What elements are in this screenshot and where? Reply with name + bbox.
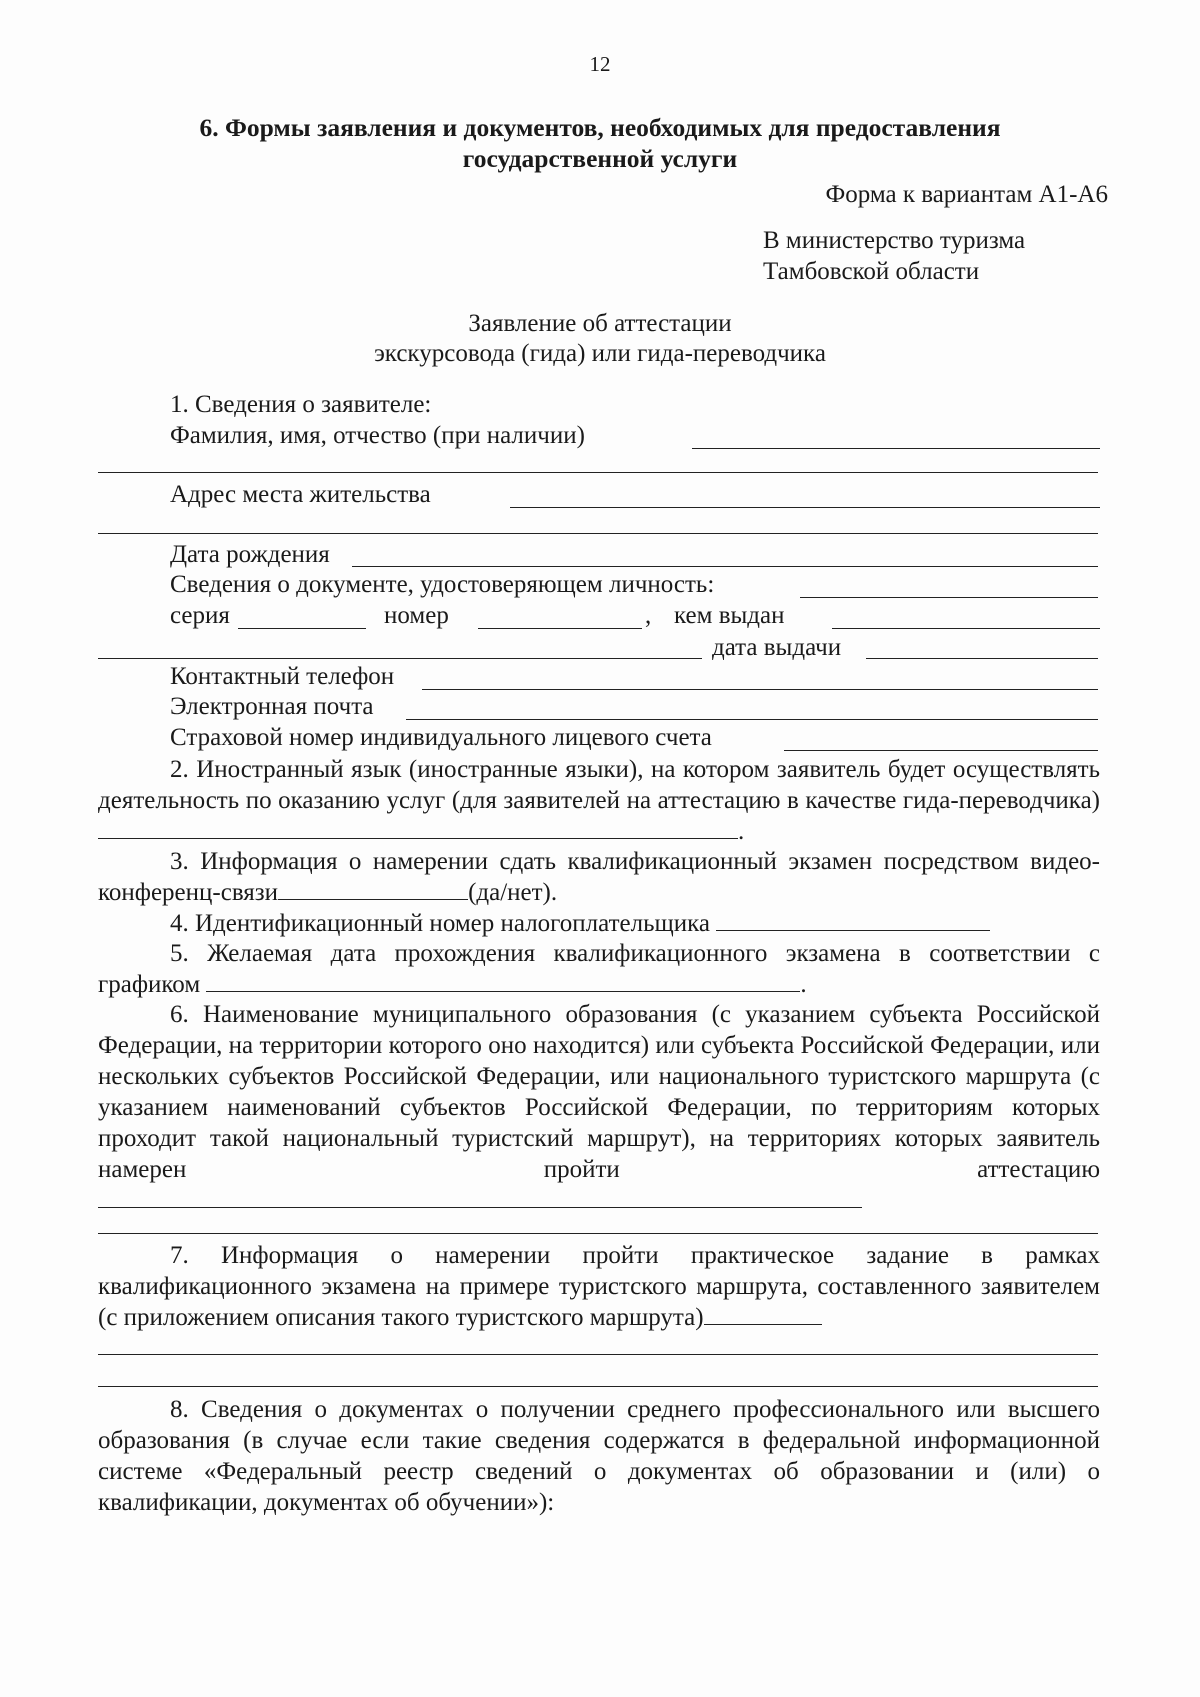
id-document-label: Сведения о документе, удостоверяющем личность: <box>170 571 715 598</box>
item-4-field[interactable] <box>716 910 990 931</box>
issue-date-field[interactable] <box>866 658 1098 659</box>
issued-by-label: кем выдан <box>674 602 785 629</box>
item-6-text: 6. Наименование муниципального образования (с указанием субъекта Российской Федерации, на территории которого оно находится) или субъекта Российской Федерации, или нескольких субъектов Российской Федерации, или национального туристского маршрута (с указанием наименований субъектов Российской Федерации, по территориям которых проходит такой национальный туристский маршрут), на территориях которых заявитель намерен пройти аттестацию <box>98 1001 1100 1183</box>
item-5-period: . <box>800 971 807 998</box>
id-document-field[interactable] <box>800 597 1098 598</box>
item-7-text: 7. Информация о намерении пройти практическое задание в рамках квалификационного экзамена на примере туристского маршрута, составленного заявителем (с приложением описания такого туристского маршрута) <box>98 1242 1100 1331</box>
item-5-exam-date <box>98 938 1100 1000</box>
fio-field-continuation[interactable] <box>98 472 1098 473</box>
item-3-field[interactable] <box>278 879 468 900</box>
number-label: номер <box>384 602 449 629</box>
form-label: Форма к вариантам А1-А6 <box>825 181 1108 208</box>
item-3-video-conference <box>98 846 1100 908</box>
series-label: серия <box>170 602 230 629</box>
issued-by-field-continuation[interactable] <box>98 658 702 659</box>
address-field-continuation[interactable] <box>98 533 1098 534</box>
snils-field[interactable] <box>784 750 1098 751</box>
item-4-inn <box>98 908 1100 939</box>
item-4-text: 4. Идентификационный номер налогоплательщика <box>170 910 711 937</box>
email-label: Электронная почта <box>170 693 374 720</box>
issue-date-label: дата выдачи <box>712 634 842 661</box>
item-3-suffix: (да/нет). <box>468 879 558 906</box>
item-2-text: 2. Иностранный язык (иностранные языки), на котором заявитель будет осуществлять деятельность по оказанию услуг (для заявителей на аттестацию в качестве гида-переводчика) <box>98 756 1100 814</box>
item-8-education-documents <box>98 1394 1100 1518</box>
series-field[interactable] <box>238 628 366 629</box>
section-title <box>60 112 1140 174</box>
item-2-period: . <box>738 818 745 845</box>
item-8-text: 8. Сведения о документах о получении среднего профессионального или высшего образования (в случае если такие сведения содержатся в федеральной информационной системе «Федеральный реестр сведений о документах об образовании и (или) о квалификации, документах об обучении»): <box>98 1396 1100 1516</box>
fio-label: Фамилия, имя, отчество (при наличии) <box>170 422 585 449</box>
email-field[interactable] <box>406 719 1098 720</box>
issued-by-field[interactable] <box>832 628 1100 629</box>
item-6-field-continuation[interactable] <box>98 1233 1098 1234</box>
item-7-field-continuation-2[interactable] <box>98 1386 1098 1387</box>
phone-field[interactable] <box>422 689 1098 690</box>
phone-label: Контактный телефон <box>170 663 395 690</box>
addressee-line2: Тамбовской области <box>763 258 980 285</box>
section-title-line1: 6. Формы заявления и документов, необходимых для предоставления <box>199 113 1001 142</box>
addressee-line1: В министерство туризма <box>763 227 1026 254</box>
item-2-foreign-languages <box>98 754 1100 847</box>
item-7-practical-task <box>98 1240 1100 1333</box>
item-6-municipality <box>98 999 1100 1216</box>
address-field[interactable] <box>510 507 1100 508</box>
section-title-line2: государственной услуги <box>462 144 738 173</box>
number-field[interactable] <box>478 628 642 629</box>
snils-label: Страховой номер индивидуального лицевого счета <box>170 724 712 751</box>
item-6-field[interactable] <box>98 1187 862 1208</box>
number-comma: , <box>645 602 652 629</box>
item-7-field-continuation-1[interactable] <box>98 1354 1098 1355</box>
application-title-line2: экскурсовода (гида) или гида-переводчика <box>374 340 826 367</box>
applicant-info-heading: 1. Сведения о заявителе: <box>170 391 432 418</box>
item-5-field[interactable] <box>206 971 800 992</box>
item-5-text: 5. Желаемая дата прохождения квалификационного экзамена в соответствии с графиком <box>98 940 1100 998</box>
page-number: 12 <box>589 52 611 76</box>
birth-date-label: Дата рождения <box>170 541 330 568</box>
birth-date-field[interactable] <box>352 566 1098 567</box>
item-2-field[interactable] <box>98 818 738 839</box>
fio-field[interactable] <box>692 448 1100 449</box>
item-3-text: 3. Информация о намерении сдать квалификационный экзамен посредством видео-конференц-связи <box>98 848 1100 906</box>
application-title-line1: Заявление об аттестации <box>468 310 732 337</box>
item-7-field[interactable] <box>704 1304 822 1325</box>
address-label: Адрес места жительства <box>170 481 431 508</box>
